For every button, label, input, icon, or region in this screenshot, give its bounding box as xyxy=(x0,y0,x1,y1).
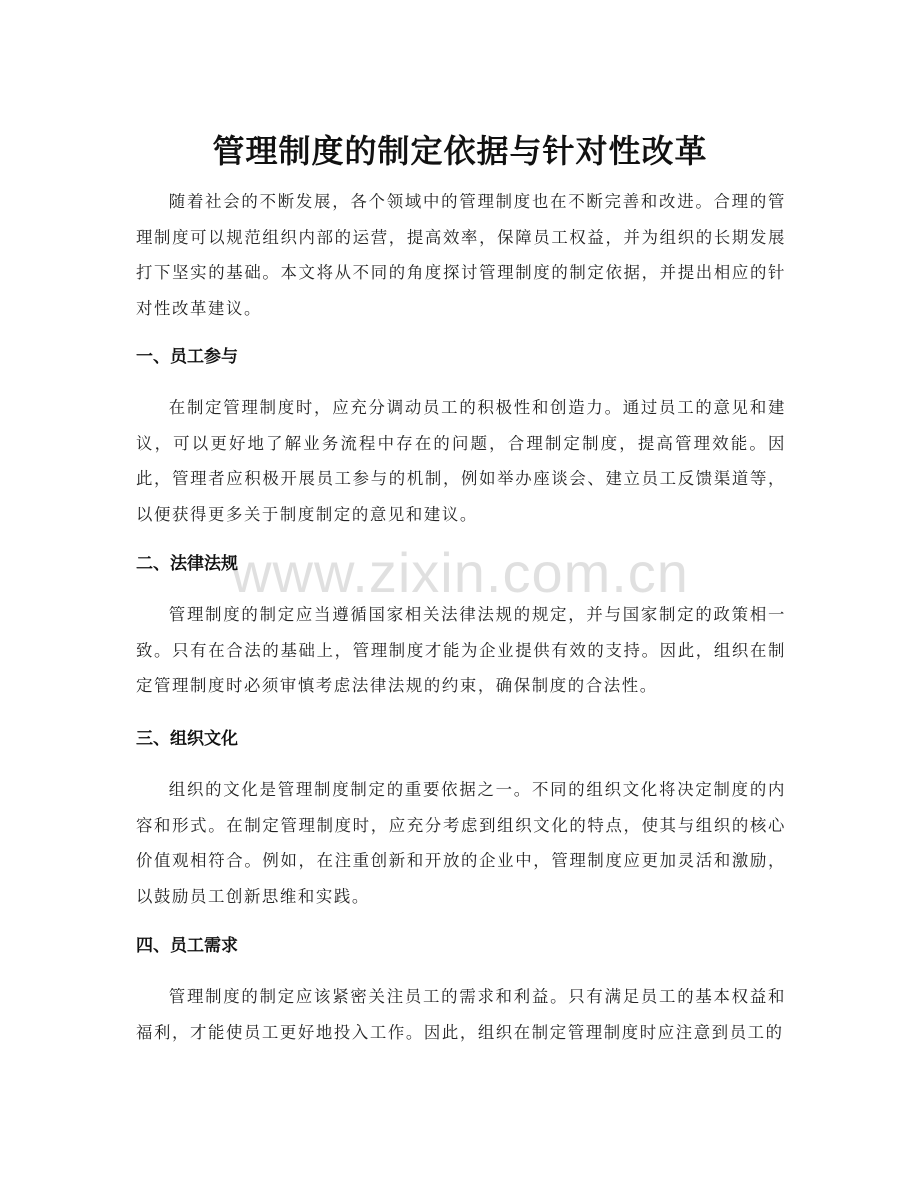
section-heading-2: 二、法律法规 xyxy=(136,554,238,574)
section-heading-3: 三、组织文化 xyxy=(136,729,238,749)
watermark: www.zixin.com.cn xyxy=(231,541,689,604)
section-body-3: 组织的文化是管理制度制定的重要依据之一。不同的组织文化将决定制度的内容和形式。在制定管理制度时，应充分考虑到组织文化的特点，使其与组织的核心价值观相符合。例如，在注重创新和开放的企业中，管理制度应更加灵活和激励，以鼓励员工创新思维和实践。 xyxy=(136,780,786,906)
section-body-2: 管理制度的制定应当遵循国家相关法律法规的规定，并与国家制定的政策相一致。只有在合法的基础上，管理制度才能为企业提供有效的支持。因此，组织在制定管理制度时必须审慎考虑法律法规的约束，确保制度的合法性。 xyxy=(136,605,786,696)
section-heading-4: 四、员工需求 xyxy=(136,936,238,956)
section-body-4: 管理制度的制定应该紧密关注员工的需求和利益。只有满足员工的基本权益和福利，才能使员工更好地投入工作。因此，组织在制定管理制度时应注意到员工的 xyxy=(136,987,786,1042)
intro-paragraph: 随着社会的不断发展，各个领域中的管理制度也在不断完善和改进。合理的管理制度可以规范组织内部的运营，提高效率，保障员工权益，并为组织的长期发展打下坚实的基础。本文将从不同的角度探讨管理制度的制定依据，并提出相应的针对性改革建议。 xyxy=(136,192,786,318)
section-heading-1: 一、员工参与 xyxy=(136,347,238,367)
section-body-1: 在制定管理制度时，应充分调动员工的积极性和创造力。通过员工的意见和建议，可以更好地了解业务流程中存在的问题，合理制定制度，提高管理效能。因此，管理者应积极开展员工参与的机制，例如举办座谈会、建立员工反馈渠道等，以便获得更多关于制度制定的意见和建议。 xyxy=(136,398,786,524)
document-title: 管理制度的制定依据与针对性改革 xyxy=(212,132,708,171)
